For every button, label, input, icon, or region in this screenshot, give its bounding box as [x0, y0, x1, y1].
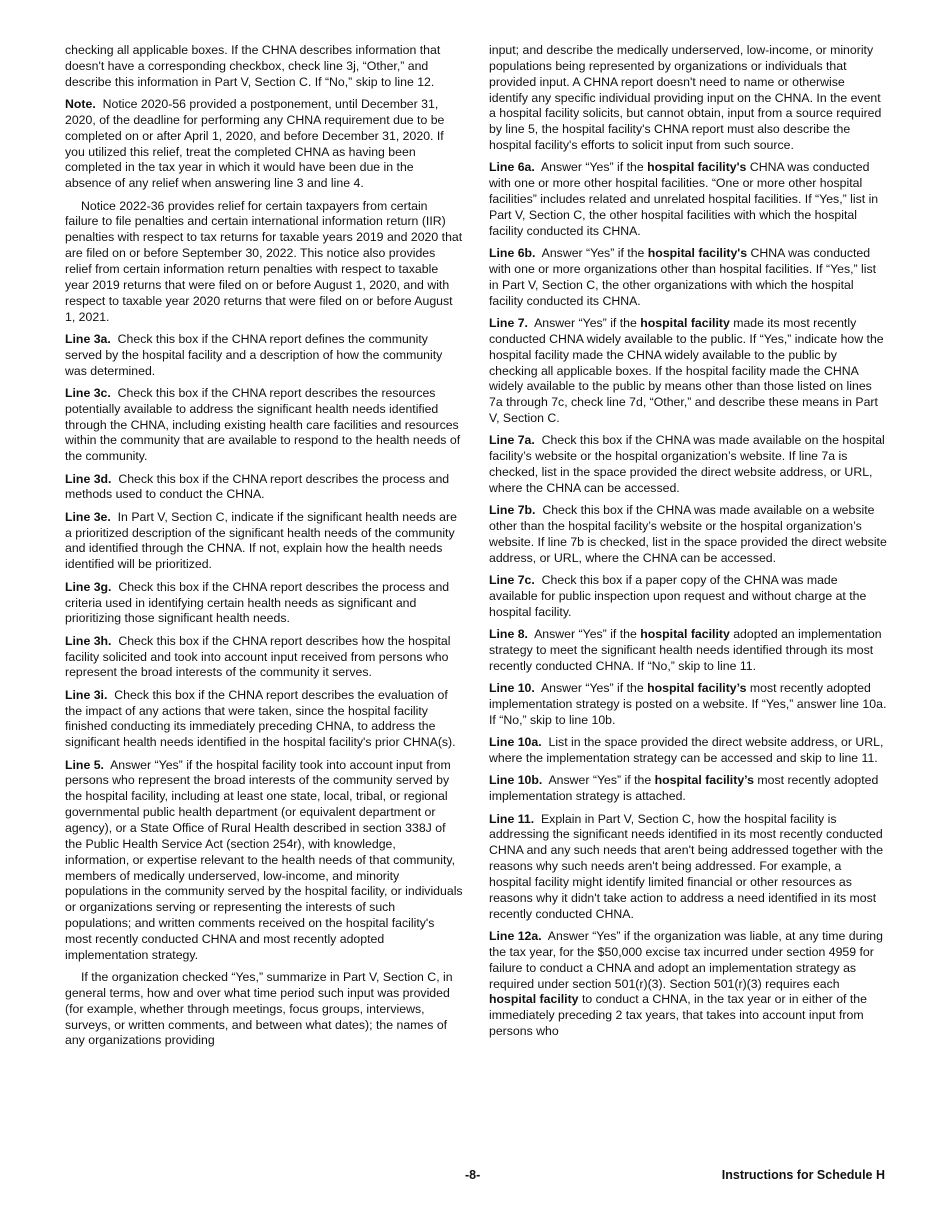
line-3h-paragraph: Line 3h. Check this box if the CHNA report describes how the hospital facility solicited and took into account input received from persons who represent the broad interests of the community it serves.	[65, 633, 451, 680]
intro-paragraph: checking all applicable boxes. If the CHNA describes information that doesn't have a corresponding checkbox, check line 3j, “Other,” and describe this information in Part V, Section C. If “No,” skip to line 12.	[65, 43, 441, 89]
line-7c-paragraph: Line 7c. Check this box if a paper copy of the CHNA was made available for public inspection upon request and without charge at the hospital facility.	[489, 573, 867, 619]
line-7b-label: Line 7b.	[489, 503, 536, 518]
line-7c-label: Line 7c.	[489, 573, 535, 588]
continued-paragraph: input; and describe the medically underserved, low-income, or minority populations being represented by organizations or individuals that provided input. A CHNA report doesn't need to name or otherwise identify any specific individual providing input on the CHNA. In the event a hospital facility solicits, but cannot obtain, input from a source required by line 5, the hospital facility's CHNA report must also describe the hospital facility's efforts to solicit input from such source.	[489, 43, 882, 153]
line-3e-paragraph: Line 3e. In Part V, Section C, indicate if the significant health needs are a prioritized description of the significant health needs of the community and identified through the CHNA. If not, explain how the health needs identified will be prioritized.	[65, 509, 457, 572]
notice-2022-paragraph: Notice 2022-36 provides relief for certain taxpayers from certain failure to file penalties and certain international information return (IIR) penalties with respect to tax returns for taxable years 2019 and 2020 that are filed on or before September 30, 2022. This notice also provides relief from certain information return penalties with respect to taxable year 2019 returns that were filed on or before August 1, 2020, and with respect to taxable year 2020 returns that were filed on or before August 1, 2021.	[65, 198, 463, 324]
line-5-paragraph: Line 5. Answer “Yes” if the hospital facility took into account input from persons who represent the broad interests of the community served by the hospital facility, including at least one state, local, tribal, or regional governmental public health department (or equivalent department or agency), or a State Office of Rural Health described in section 338J of the Public Health Service Act (section 254r), with knowledge, information, or expertise relevant to the health needs of that community, members of medically underserved, low-income, and minority populations in the community served by the hospital facility, or individuals or organizations serving or representing the interests of such populations; and written comments received on the hospital facility's most recently conducted CHNA and most recently adopted implementation strategy.	[65, 757, 463, 962]
line-10a-paragraph: Line 10a. List in the space provided the direct website address, or URL, where the implementation strategy can be accessed and skip to line 11.	[489, 735, 884, 766]
note-label: Note.	[65, 97, 96, 112]
line-11-label: Line 11.	[489, 811, 535, 826]
line-8-paragraph: Line 8. Answer “Yes” if the hospital facility adopted an implementation strategy to meet the significant health needs identified through its most recently conducted CHNA. If “No,” skip to line 11.	[489, 627, 882, 673]
line-10b-paragraph: Line 10b. Answer “Yes” if the hospital facility’s most recently adopted implementation strategy is attached.	[489, 773, 879, 804]
line-10b-label: Line 10b.	[489, 773, 543, 788]
line-3d-paragraph: Line 3d. Check this box if the CHNA report describes the process and methods used to conduct the CHNA.	[65, 471, 450, 502]
line-12a-paragraph: Line 12a. Answer “Yes” if the organization was liable, at any time during the tax year, for the $50,000 excise tax incurred under section 4959 for failure to conduct a CHNA and adopt an implementation strategy as required under section 501(r)(3). Section 501(r)(3) requires each hospital facility to conduct a CHNA, in the tax year or in either of the immediately preceding 2 tax years, that takes into account input from persons who	[489, 929, 883, 1039]
note-paragraph: Note. Notice 2020-56 provided a postponement, until December 31, 2020, of the deadline for performing any CHNA requirement due to be completed on or after April 1, 2020, and before December 31, 2020. If you utilized this relief, treat the completed CHNA as having been completed in the tax year in which it would have been due in the absence of any relief when answering line 3 and line 4.	[65, 97, 445, 191]
line-7a-paragraph: Line 7a. Check this box if the CHNA was made available on the hospital facility’s website or the hospital organization’s website. If line 7a is checked, list in the space provided the direct website address, or URL, where the CHNA can be accessed.	[489, 433, 885, 495]
line-3i-paragraph: Line 3i. Check this box if the CHNA report describes the evaluation of the impact of any actions that were taken, since the hospital facility finished conducting its immediately preceding CHNA, to address the significant health needs identified in the hospital facility's prior CHNA(s).	[65, 687, 456, 750]
line-3a-paragraph: Line 3a. Check this box if the CHNA report defines the community served by the hospital facility and a description of how the community was determined.	[65, 331, 443, 378]
right-column	[489, 43, 887, 1046]
line-7-label: Line 7.	[489, 316, 528, 330]
line-10-label: Line 10.	[489, 681, 535, 696]
line-7a-label: Line 7a.	[489, 433, 535, 448]
line-5-label: Line 5.	[65, 757, 104, 772]
line-10a-label: Line 10a.	[489, 735, 542, 750]
line-3i-label: Line 3i.	[65, 687, 108, 702]
line-3h-label: Line 3h.	[65, 633, 112, 648]
line-3a-label: Line 3a.	[65, 331, 111, 346]
line-3c-label: Line 3c.	[65, 385, 111, 400]
line-6b-label: Line 6b.	[489, 246, 536, 261]
line-7-paragraph: Line 7. Answer “Yes” if the hospital facility made its most recently conducted CHNA widely available to the public. If “Yes,” indicate how the hospital facility made the CHNA widely available to the public by checking all applicable boxes. If the hospital facility made the CHNA widely available to the public by means other than those listed on lines 7a through 7c, check line 7d, “Other,” and describe these means in Part V, Section C.	[489, 316, 884, 426]
document-title: Instructions for Schedule H	[721, 1168, 885, 1182]
line-3e-label: Line 3e.	[65, 509, 111, 524]
line-8-label: Line 8.	[489, 627, 528, 642]
page-number: -8-	[465, 1168, 481, 1182]
line-6a-label: Line 6a.	[489, 160, 535, 175]
line-10-paragraph: Line 10. Answer “Yes” if the hospital facility’s most recently adopted implementation strategy is posted on a website. If “Yes,” answer line 10a. If “No,” skip to line 10b.	[489, 681, 887, 727]
line-3g-label: Line 3g.	[65, 579, 112, 594]
line-5-continuation: If the organization checked “Yes,” summarize in Part V, Section C, in general terms, how and over what time period such input was provided (for example, whether through meetings, focus groups, interviews, surveys, or written comments, and between what dates); the names of any organizations providing	[65, 970, 453, 1048]
line-7b-paragraph: Line 7b. Check this box if the CHNA was made available on a website other than the hospital facility’s website or the hospital organization’s website. If line 7b is checked, list in the space provided the direct website address, or URL, where the CHNA can be accessed.	[489, 503, 887, 565]
line-3g-paragraph: Line 3g. Check this box if the CHNA report describes the process and criteria used in identifying certain health needs as significant and prioritizing those significant health needs.	[65, 579, 450, 626]
line-3c-paragraph: Line 3c. Check this box if the CHNA report describes the resources potentially available to address the significant health needs identified through the CHNA, including existing health care facilities and resources within the community that are available to respond to the health needs of the community.	[65, 385, 461, 464]
line-6b-paragraph: Line 6b. Answer “Yes” if the hospital facility's CHNA was conducted with one or more organizations other than hospital facilities. If “Yes,” list in Part V, Section C, the other organizations with which the hospital facility conducted its CHNA.	[489, 246, 877, 308]
line-3d-label: Line 3d.	[65, 471, 112, 486]
left-column	[65, 43, 463, 1056]
line-6a-paragraph: Line 6a. Answer “Yes” if the hospital facility's CHNA was conducted with one or more other hospital facilities. “One or more other hospital facilities” includes related and unrelated hospital facilities. If “Yes,” list in Part V, Section C, the other hospital facilities with which the hospital facility conducted its CHNA.	[489, 160, 879, 238]
line-11-paragraph: Line 11. Explain in Part V, Section C, how the hospital facility is addressing the significant needs identified in its most recently conducted CHNA and any such needs that aren't being addressed together with the reasons why such needs aren't being addressed. For example, a hospital facility might identify limited financial or other resources as reasons why it didn't take action to address a need identified in its most recently conducted CHNA.	[489, 811, 884, 921]
line-12a-label: Line 12a.	[489, 929, 542, 944]
